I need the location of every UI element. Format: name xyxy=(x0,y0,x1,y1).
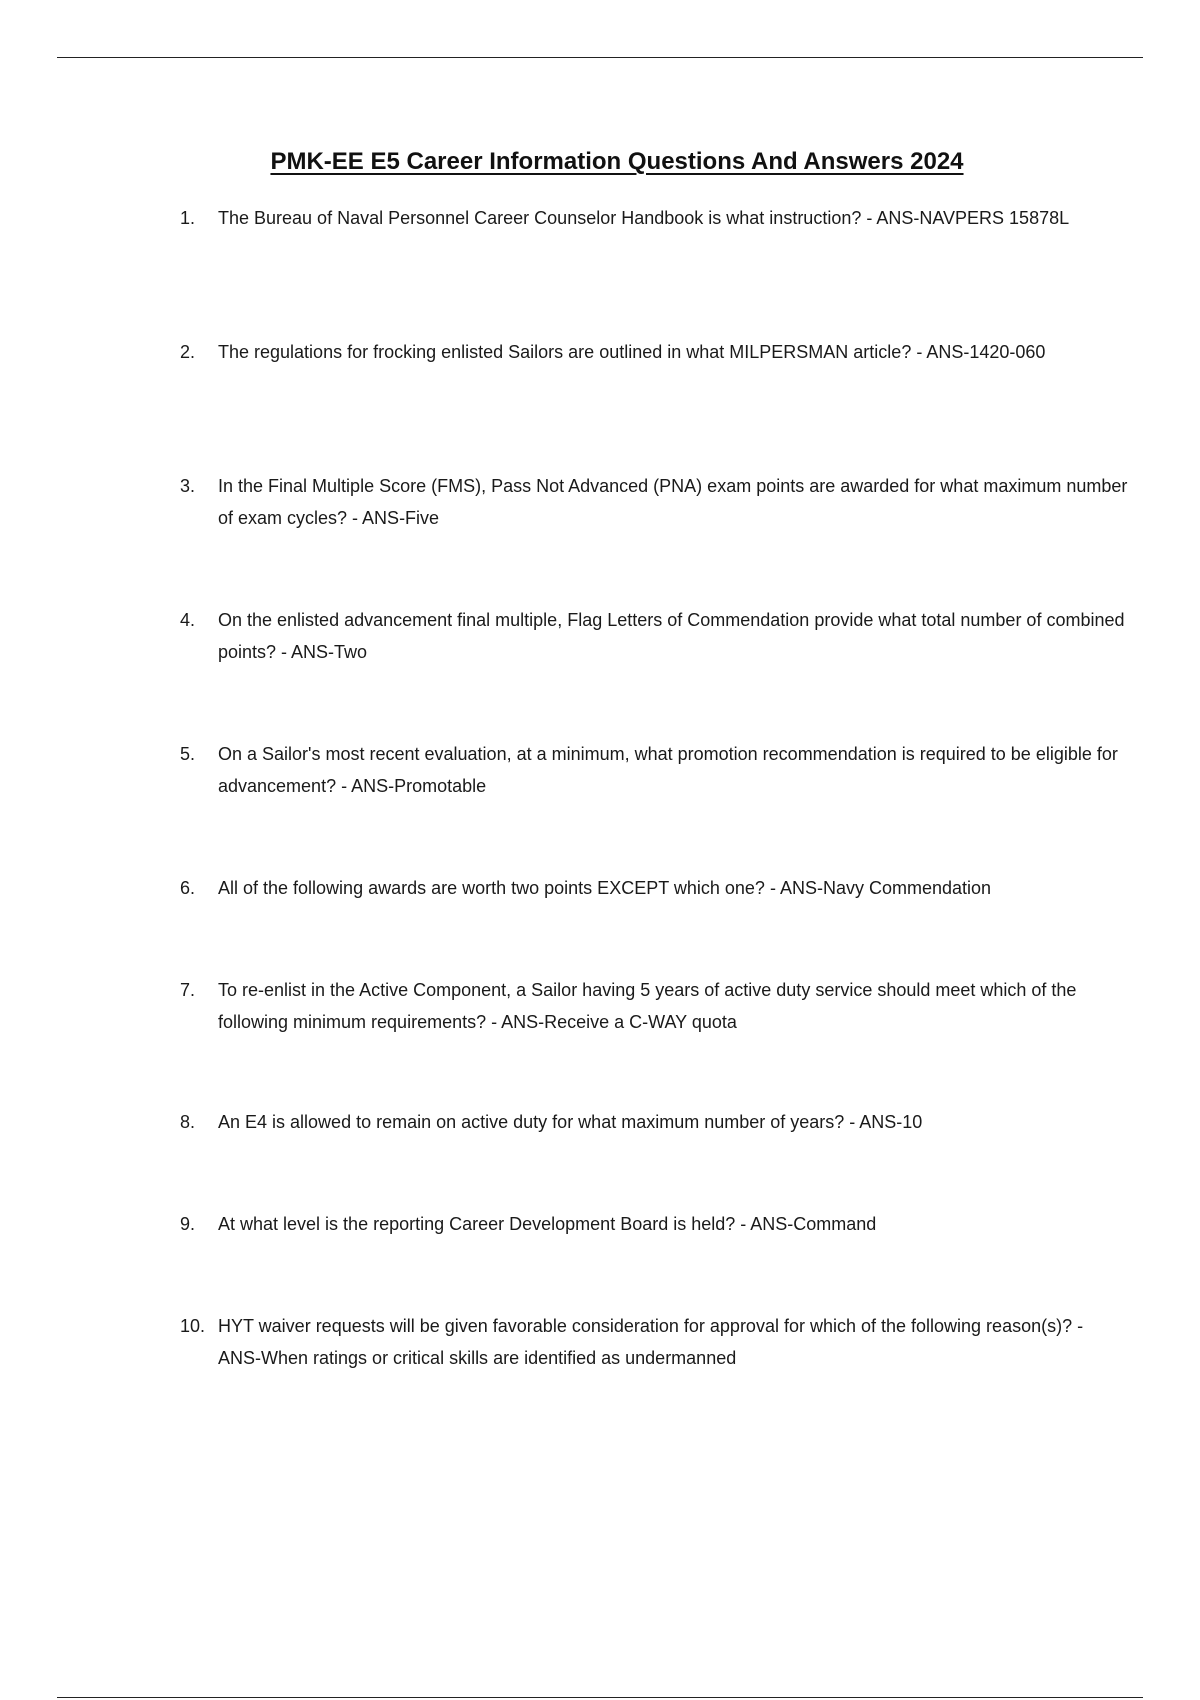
page-title: PMK-EE E5 Career Information Questions And Answers 2024 xyxy=(270,148,964,175)
item-text: The regulations for frocking enlisted Sailors are outlined in what MILPERSMAN article? - ANS-1420-060 xyxy=(218,342,1046,362)
item-number: 8. xyxy=(180,1112,196,1132)
item-text: All of the following awards are worth two points EXCEPT which one? - ANS-Navy Commendation xyxy=(218,878,992,898)
list-item xyxy=(180,872,1138,904)
top-divider xyxy=(57,57,1143,58)
list-item xyxy=(180,604,1128,668)
item-number: 5. xyxy=(180,744,196,764)
list-item xyxy=(180,470,1128,534)
list-item xyxy=(180,1310,1128,1374)
item-text: The Bureau of Naval Personnel Career Counselor Handbook is what instruction? - ANS-NAVPERS 15878L xyxy=(218,208,1070,228)
item-text: HYT waiver requests will be given favorable consideration for approval for which of the following reason(s)? - ANS-When ratings or critical skills are identified as undermanned xyxy=(218,1316,1084,1368)
item-number: 3. xyxy=(180,476,196,496)
list-item xyxy=(180,1106,1128,1138)
list-item xyxy=(180,738,1128,802)
item-text: To re-enlist in the Active Component, a Sailor having 5 years of active duty service should meet which of the following minimum requirements? - ANS-Receive a C-WAY quota xyxy=(218,980,1077,1032)
item-number: 2. xyxy=(180,342,196,362)
item-text: An E4 is allowed to remain on active duty for what maximum number of years? - ANS-10 xyxy=(218,1112,923,1132)
item-number: 6. xyxy=(180,878,196,898)
list-item xyxy=(180,336,1128,368)
item-text: At what level is the reporting Career Development Board is held? - ANS-Command xyxy=(218,1214,877,1234)
item-text: In the Final Multiple Score (FMS), Pass Not Advanced (PNA) exam points are awarded for what maximum number of exam cycles? - ANS-Five xyxy=(218,476,1128,528)
item-number: 9. xyxy=(180,1214,196,1234)
item-number: 10. xyxy=(180,1316,206,1336)
list-item xyxy=(180,202,1128,234)
item-number: 7. xyxy=(180,980,196,1000)
bottom-divider xyxy=(57,1697,1143,1698)
list-item xyxy=(180,1208,1128,1240)
item-number: 4. xyxy=(180,610,196,630)
item-text: On the enlisted advancement final multiple, Flag Letters of Commendation provide what total number of combined points? - ANS-Two xyxy=(218,610,1125,662)
item-text: On a Sailor's most recent evaluation, at a minimum, what promotion recommendation is required to be eligible for advancement? - ANS-Promotable xyxy=(218,744,1118,796)
list-item xyxy=(180,974,1128,1038)
item-number: 1. xyxy=(180,208,196,228)
